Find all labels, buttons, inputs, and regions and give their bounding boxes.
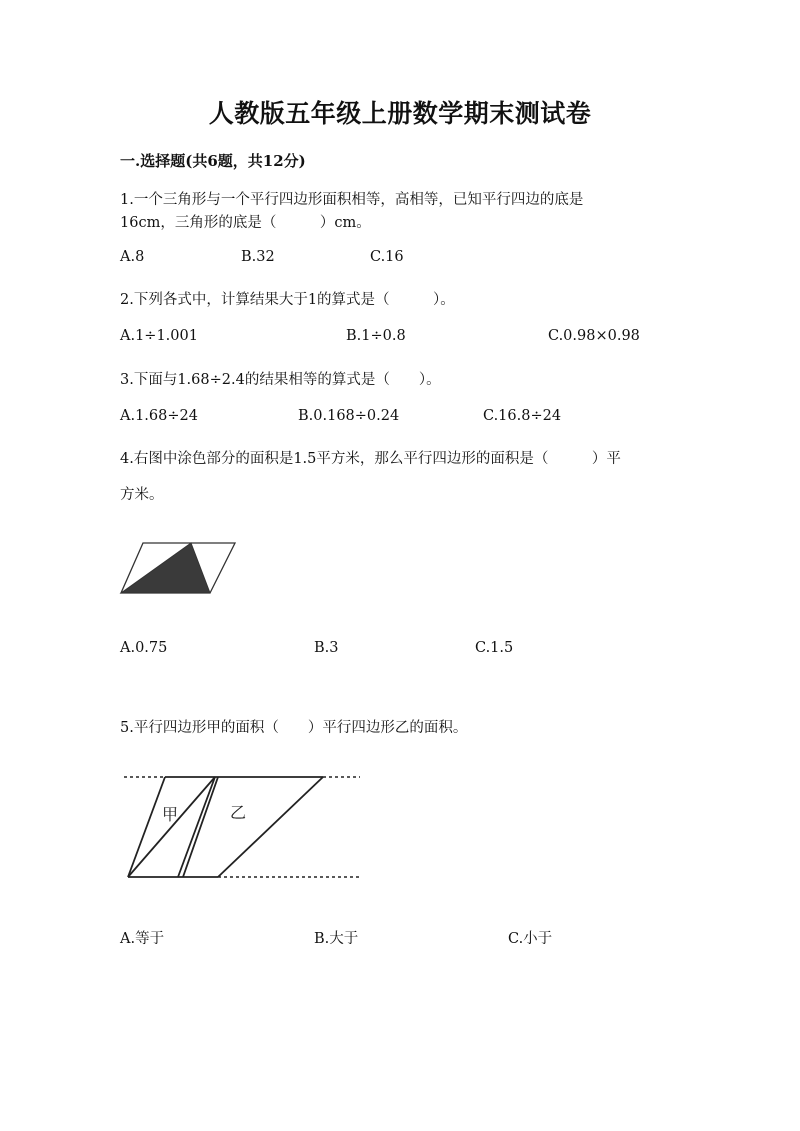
question-1-line-1: 1.一个三角形与一个平行四边形面积相等，高相等，已知平行四边的底是 (120, 192, 584, 208)
question-5-option-c: C.小于 (508, 931, 553, 947)
shaded-parallelogram-figure (118, 540, 240, 596)
label-yi: 乙 (230, 803, 247, 822)
yi-left-side (128, 777, 215, 877)
shaded-triangle (121, 543, 210, 593)
section-heading: 一.选择题(共6题，共12分) (120, 152, 306, 170)
question-2-option-a: A.1÷1.001 (120, 328, 198, 344)
question-1-option-c: C.16 (370, 249, 404, 265)
question-5-option-a: A.等于 (120, 931, 165, 947)
shared-middle-side (183, 777, 218, 877)
question-2-line-1: 2.下列各式中，计算结果大于1的算式是（ ）。 (120, 292, 455, 308)
question-4-line-1: 4.右图中涂色部分的面积是1.5平方米，那么平行四边形的面积是（ ）平 (120, 451, 621, 467)
question-1-option-a: A.8 (120, 249, 145, 265)
question-4-option-c: C.1.5 (475, 640, 514, 656)
parallelograms-jia-yi-figure (120, 770, 365, 885)
question-4-line-2: 方米。 (120, 487, 164, 503)
question-3-option-a: A.1.68÷24 (120, 408, 198, 424)
question-4-option-b: B.3 (314, 640, 339, 656)
jia-left-side (128, 777, 165, 877)
jia-right-side (178, 777, 215, 877)
page-title: 人教版五年级上册数学期末测试卷 (208, 99, 592, 128)
question-5-line-1: 5.平行四边形甲的面积（ ）平行四边形乙的面积。 (120, 720, 468, 736)
question-3-line-1: 3.下面与1.68÷2.4的结果相等的算式是（ ）。 (120, 372, 441, 388)
question-1-line-2: 16cm，三角形的底是（ ）cm。 (120, 215, 371, 231)
question-1-option-b: B.32 (241, 249, 275, 265)
question-5-option-b: B.大于 (314, 931, 359, 947)
question-2-option-c: C.0.98×0.98 (548, 328, 640, 344)
question-3-option-b: B.0.168÷0.24 (298, 408, 400, 424)
label-jia: 甲 (162, 805, 179, 824)
question-3-option-c: C.16.8÷24 (483, 408, 562, 424)
question-2-option-b: B.1÷0.8 (346, 328, 406, 344)
question-4-option-a: A.0.75 (120, 640, 168, 656)
yi-right-side (218, 777, 323, 877)
